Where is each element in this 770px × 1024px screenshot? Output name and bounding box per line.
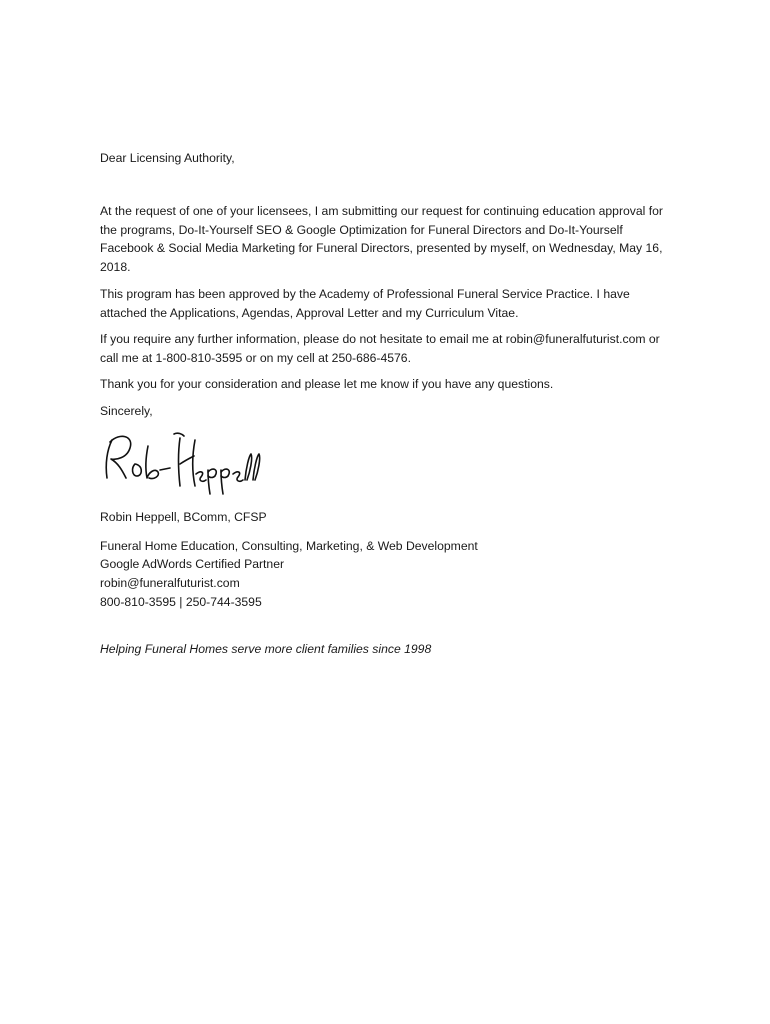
certification: Google AdWords Certified Partner [100,557,285,571]
business-description: Funeral Home Education, Consulting, Marketing, & Web Development [100,539,478,553]
paragraph-thanks: Thank you for your consideration and please let me know if you have any questions. [100,377,554,391]
tagline: Helping Funeral Homes serve more client families since 1998 [100,642,432,656]
paragraph-approval: This program has been approved by the Academy of Professional Funeral Service Practice. I have attached the Applications, Agendas, Approval Letter and my Curriculum Vitae. [100,287,630,320]
salutation: Dear Licensing Authority, [100,151,235,165]
closing: Sincerely, [100,404,153,418]
email-address: robin@funeralfuturist.com [100,576,240,590]
signer-name: Robin Heppell, BComm, CFSP [100,510,267,524]
paragraph-request: At the request of one of your licensees, I am submitting our request for continuing education approval for the programs, Do-It-Yourself SEO & Google Optimization for Funeral Directors and Do-It-Yourself Facebook & Social Media Marketing for Funeral Directors, presented by myself, on Wednesday, May 16, 2018. [100,204,663,274]
paragraph-contact: If you require any further information, please do not hesitate to email me at robin@funeralfuturist.com or call me at 1-800-810-3595 or on my cell at 250-686-4576. [100,332,660,365]
phone-numbers: 800-810-3595 | 250-744-3595 [100,595,262,609]
handwritten-signature [100,428,265,496]
